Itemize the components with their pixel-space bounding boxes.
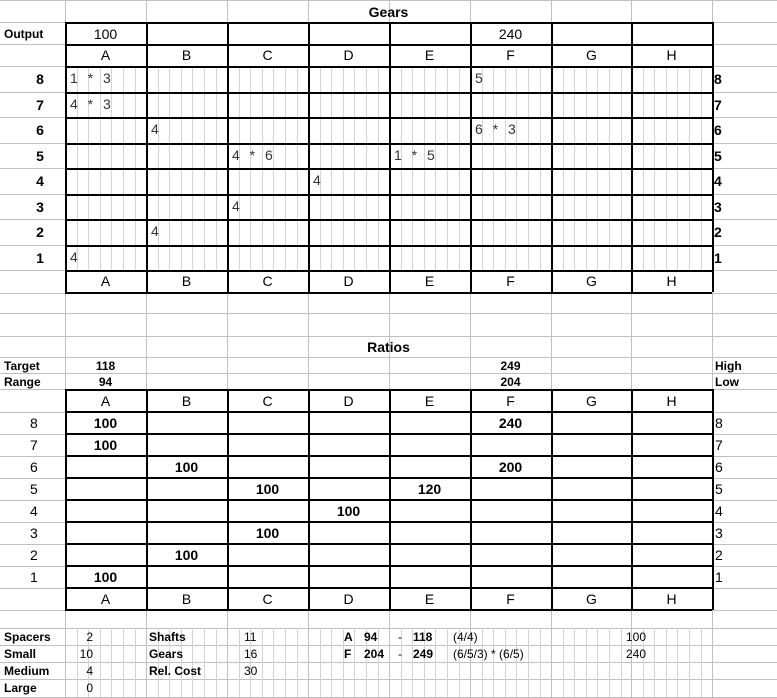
ratios-row-label-left: 4	[30, 503, 38, 519]
gear-entry: 4 * 3	[70, 96, 114, 112]
ratios-row-label-left: 3	[30, 525, 38, 541]
gear-entry: 1 * 3	[70, 70, 114, 86]
target-value-a: 118	[95, 359, 116, 373]
block-border	[712, 411, 714, 588]
block-border	[227, 22, 229, 44]
block-border	[227, 66, 229, 270]
subcol-line	[701, 628, 702, 697]
result-value: 100	[626, 630, 647, 644]
ratios-col-footer-h: H	[666, 591, 677, 607]
count-value: 4	[86, 664, 93, 678]
block-border	[470, 66, 472, 270]
gears-row-label-left: 3	[36, 199, 44, 215]
ratios-row-label-right: 2	[715, 547, 723, 563]
gears-col-header-h: H	[666, 47, 677, 63]
block-border	[227, 411, 229, 588]
gears-title: Gears	[368, 4, 409, 20]
gears-row-label-right: 6	[714, 122, 722, 138]
subcol-line	[123, 628, 124, 697]
gears-col-header-a: A	[100, 47, 111, 63]
subcol-line	[609, 628, 610, 697]
low-label: Low	[715, 375, 739, 389]
ratio-entry: 200	[498, 459, 523, 475]
block-border	[389, 66, 391, 270]
output-value-a: 100	[93, 26, 118, 42]
result-formula: (6/5/3) * (6/5)	[453, 647, 524, 661]
ratios-row-label-left: 7	[30, 437, 38, 453]
result-low: 204	[364, 647, 385, 661]
result-dash: -	[398, 647, 402, 661]
count-value: 0	[86, 681, 93, 695]
block-border	[470, 411, 472, 588]
result-col: F	[344, 647, 352, 661]
result-high: 118	[413, 630, 433, 644]
block-border	[389, 411, 391, 588]
gears-row-label-right: 1	[714, 250, 722, 266]
gears-row-label-left: 4	[36, 173, 44, 189]
subcol-line	[331, 628, 332, 697]
subcol-line	[597, 628, 598, 697]
count-label: Medium	[4, 664, 50, 678]
stat-value: 11	[244, 630, 257, 644]
count-value: 2	[86, 630, 93, 644]
range-value-f: 204	[500, 375, 521, 389]
gears-row-label-right: 5	[714, 148, 722, 164]
result-low: 94	[364, 630, 378, 644]
block-border	[551, 22, 553, 44]
count-label: Spacers	[4, 630, 51, 644]
gears-row-label-left: 1	[36, 250, 44, 266]
high-label: High	[715, 359, 742, 373]
gears-row-label-left: 7	[36, 97, 44, 113]
gears-col-footer-h: H	[666, 273, 677, 289]
block-border	[712, 44, 714, 66]
block-border	[712, 588, 714, 610]
ratios-col-header-d: D	[343, 393, 354, 409]
ratios-row-label-right: 6	[715, 459, 723, 475]
ratio-entry: 240	[498, 415, 523, 431]
ratios-row-label-left: 1	[30, 569, 38, 585]
subcol-line	[111, 628, 112, 697]
gears-col-header-c: C	[262, 47, 273, 63]
subcol-line	[100, 628, 101, 697]
gears-row-label-left: 6	[36, 122, 44, 138]
ratio-entry: 100	[174, 459, 199, 475]
gears-row-label-left: 8	[36, 71, 44, 87]
ratios-col-header-e: E	[424, 393, 435, 409]
gears-col-header-d: D	[343, 47, 354, 63]
block-border	[631, 66, 633, 270]
gears-row-label-right: 7	[714, 97, 722, 113]
ratio-entry: 100	[336, 503, 361, 519]
subcol-line	[435, 628, 436, 697]
ratios-row-label-right: 7	[715, 437, 723, 453]
gears-row-label-right: 2	[714, 224, 722, 240]
ratios-col-footer-f: F	[506, 591, 515, 607]
subcol-line	[621, 628, 622, 697]
ratio-entry: 100	[174, 547, 199, 563]
ratios-row-label-left: 2	[30, 547, 38, 563]
block-border	[712, 389, 714, 411]
subcol-line	[689, 628, 690, 697]
gears-col-footer-c: C	[262, 273, 273, 289]
ratios-row-label-right: 5	[715, 481, 723, 497]
block-border	[389, 22, 391, 44]
ratios-col-header-b: B	[181, 393, 192, 409]
gear-entry: 4	[151, 121, 162, 137]
count-value: 10	[79, 647, 93, 661]
block-border	[631, 22, 633, 44]
ratios-col-footer-b: B	[181, 591, 192, 607]
gears-col-header-f: F	[506, 47, 515, 63]
result-high: 249	[413, 647, 434, 661]
gear-entry: 4 * 6	[232, 147, 276, 163]
ratios-col-header-g: G	[586, 393, 597, 409]
output-value-f: 240	[498, 26, 523, 42]
gears-col-header-e: E	[424, 47, 435, 63]
result-value: 240	[626, 647, 647, 661]
stat-value: 16	[244, 647, 258, 661]
subcol-line	[447, 628, 448, 697]
count-label: Large	[4, 681, 37, 695]
gears-col-footer-e: E	[424, 273, 435, 289]
gears-row-label-right: 3	[714, 199, 722, 215]
block-border	[308, 411, 310, 588]
block-border	[65, 292, 712, 294]
output-label: Output	[4, 27, 44, 41]
ratio-entry: 100	[93, 569, 118, 585]
ratios-col-header-c: C	[262, 393, 273, 409]
gears-col-footer-d: D	[343, 273, 354, 289]
target-label: Target	[4, 359, 40, 373]
ratios-row-label-left: 6	[30, 459, 38, 475]
result-dash: -	[398, 630, 402, 644]
stat-label: Gears	[149, 647, 184, 661]
gears-row-label-right: 4	[714, 173, 722, 189]
stat-value: 30	[244, 664, 258, 678]
gears-col-footer-a: A	[100, 273, 111, 289]
gears-row-label-right: 8	[714, 71, 722, 87]
ratios-row-label-left: 8	[30, 415, 38, 431]
gears-col-header-b: B	[181, 47, 192, 63]
subcol-line	[135, 628, 136, 697]
block-border	[65, 66, 67, 270]
block-border	[712, 66, 714, 270]
ratios-col-footer-g: G	[586, 591, 597, 607]
block-border	[308, 22, 310, 44]
ratio-entry: 100	[255, 481, 280, 497]
block-border	[712, 22, 714, 44]
ratio-entry: 100	[255, 525, 280, 541]
gear-entry: 1 * 5	[394, 147, 438, 163]
range-label: Range	[4, 375, 41, 389]
stat-label: Rel. Cost	[149, 664, 202, 678]
block-border	[631, 411, 633, 588]
gears-col-footer-b: B	[181, 273, 192, 289]
block-border	[551, 411, 553, 588]
gears-row-label-left: 5	[36, 148, 44, 164]
gears-row-label-left: 2	[36, 224, 44, 240]
gears-col-header-g: G	[586, 47, 597, 63]
subcol-line	[239, 628, 240, 697]
ratios-col-header-f: F	[506, 393, 515, 409]
gear-entry: 4	[232, 198, 243, 214]
block-border	[712, 270, 714, 292]
result-formula: (4/4)	[453, 630, 478, 644]
subcol-line	[285, 628, 286, 697]
ratios-col-footer-a: A	[100, 591, 111, 607]
ratio-entry: 120	[417, 481, 442, 497]
target-value-f: 249	[500, 359, 521, 373]
count-label: Small	[4, 647, 37, 661]
ratios-col-header-h: H	[666, 393, 677, 409]
range-value-a: 94	[98, 375, 113, 389]
gear-entry: 4	[313, 172, 324, 188]
ratios-row-label-right: 4	[715, 503, 723, 519]
ratios-col-footer-e: E	[424, 591, 435, 607]
stat-label: Shafts	[149, 630, 186, 644]
gear-entry: 4	[70, 249, 81, 265]
ratios-col-header-a: A	[100, 393, 111, 409]
block-border	[308, 66, 310, 270]
block-border	[551, 66, 553, 270]
block-border	[146, 22, 148, 44]
ratios-row-label-right: 1	[715, 569, 723, 585]
gear-entry: 5	[475, 70, 486, 86]
ratio-entry: 100	[93, 415, 118, 431]
ratios-title: Ratios	[367, 339, 410, 355]
ratio-entry: 100	[93, 437, 118, 453]
block-border	[146, 66, 148, 270]
ratios-row-label-left: 5	[30, 481, 38, 497]
ratios-row-label-right: 8	[715, 415, 723, 431]
ratios-col-footer-c: C	[262, 591, 273, 607]
ratios-col-footer-d: D	[343, 591, 354, 607]
result-col: A	[344, 630, 353, 644]
gear-entry: 6 * 3	[475, 121, 519, 137]
gear-entry: 4	[151, 223, 162, 239]
ratios-row-label-right: 3	[715, 525, 723, 541]
subcol-line	[666, 628, 667, 697]
gears-col-footer-f: F	[506, 273, 515, 289]
subcol-line	[677, 628, 678, 697]
subcol-line	[297, 628, 298, 697]
gears-col-footer-g: G	[586, 273, 597, 289]
subcol-line	[320, 628, 321, 697]
